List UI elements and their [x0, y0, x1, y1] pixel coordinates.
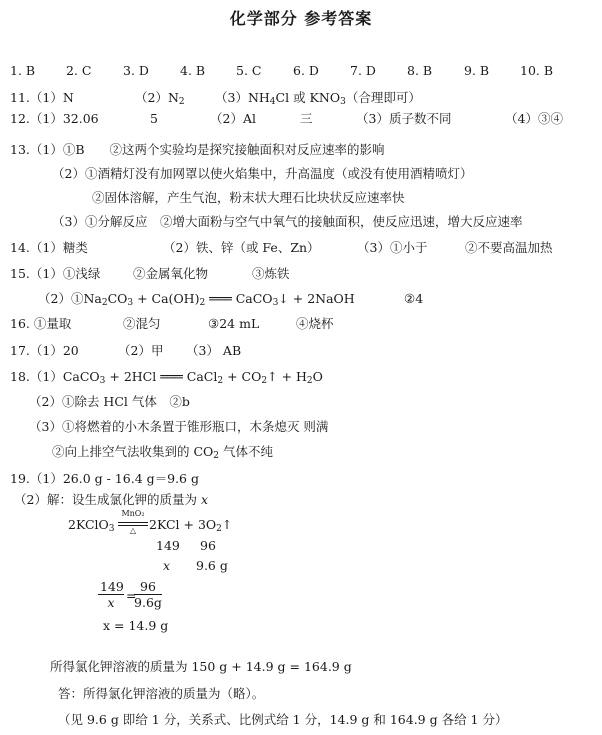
q12-part2: （2）Al — [210, 111, 256, 126]
q12-part4: （4）③④ — [505, 111, 563, 126]
mc-answer-7: 7. D — [350, 63, 376, 78]
q16-part4: ④烧杯 — [296, 316, 334, 331]
q16-part1: 16. ①量取 — [10, 316, 72, 331]
q13-line2: （2）①酒精灯没有加网罩以使火焰集中，升高温度（或没有使用酒精喷灯） — [52, 166, 473, 181]
q13-line4: （3）①分解反应 ②增大面粉与空气中氧气的接触面积，使反应迅速，增大反应速率 — [52, 214, 523, 229]
q18-equation: 18.（1）CaCO$_3$ + 2HCl ═══ CaCl$_2$ + $CO_2↑ + H_2O$ — [10, 369, 323, 386]
q19-eq-heat: △ — [129, 526, 137, 535]
q19-equals: = — [126, 588, 137, 603]
mc-answer-8: 8. B — [407, 63, 433, 78]
q18-line4: ②向上排空气法收集到的 $CO_2$ 气体不纯 — [52, 444, 274, 461]
q19-eq-bar1 — [118, 522, 148, 523]
q14-part4: ②不要高温加热 — [465, 240, 553, 255]
q12-part1: 12.（1）32.06 — [10, 111, 99, 126]
q19-eq-catalyst: MnO₂ — [121, 509, 145, 518]
q18-line3: （3）①将燃着的小木条置于锥形瓶口，木条熄灭 则满 — [29, 419, 329, 434]
q13-line1: 13.（1）①B ②这两个实验均是探究接触面积对反应速率的影响 — [10, 142, 385, 157]
q19-answer: 答：所得氯化钾溶液的质量为（略）。 — [58, 686, 265, 701]
q19-result: x = 14.9 g — [103, 618, 169, 633]
q11-part2: $(2)N_2$ — [135, 90, 185, 107]
q19-fraction-right: $\frac{96}{9.6g}$ — [134, 579, 162, 610]
q19-fraction-left: $\frac{149}{x}$ — [100, 579, 124, 610]
q19-var-96g: 9.6 g — [196, 558, 228, 573]
mc-answer-1: 1. B — [10, 63, 36, 78]
q15-part1c: ③炼铁 — [252, 266, 290, 281]
q11-part3: $(3)NH_4Cl$ 或 $KNO_3$（合理即可） — [215, 90, 421, 107]
q12-part2b: 三 — [300, 111, 313, 126]
q19-line2: （2）解：设生成氯化钾的质量为 x — [14, 492, 208, 507]
mc-answer-5: 5. C — [236, 63, 262, 78]
q12-part1b: 5 — [150, 111, 158, 126]
q18-line2: （2）①除去 HCl 气体 ②b — [29, 394, 190, 409]
q15-equation: $(2)①Na_2CO_3 + Ca(OH)_2$ ═══ CaCO$_3$↓ + 2NaOH — [38, 291, 355, 308]
page-title: 化学部分 参考答案 — [229, 9, 373, 28]
q17-part1: 17.（1）20 — [10, 343, 79, 358]
q19-line1: 19.（1）26.0 g - 16.4 g＝9.6 g — [10, 471, 199, 486]
q17-part3: （3） AB — [186, 343, 242, 358]
mc-answer-10: 10. B — [520, 63, 554, 78]
q19-var-x: x — [163, 558, 171, 573]
q15-part2b: ②4 — [404, 291, 424, 306]
q13-line3: ②固体溶解，产生气泡，粉末状大理石比块状反应速率快 — [92, 190, 405, 205]
q11-part1: 11.（1）N — [10, 90, 74, 105]
q14-part1: 14.（1）糖类 — [10, 240, 88, 255]
q15-part1a: 15.（1）①浅绿 — [10, 266, 101, 281]
q16-part3: ③24 mL — [208, 316, 260, 331]
mc-answer-2: 2. C — [66, 63, 92, 78]
q19-solution-mass: 所得氯化钾溶液的质量为 150 g + 14.9 g = 164.9 g — [50, 659, 352, 674]
q14-part2: （2）铁、锌（或 Fe、Zn） — [163, 240, 320, 255]
mc-answer-9: 9. B — [464, 63, 490, 78]
q15-part1b: ②金属氧化物 — [133, 266, 209, 281]
q12-part3: （3）质子数不同 — [356, 111, 452, 126]
q19-eq-right: $2KCl + 3O_2↑$ — [149, 517, 233, 534]
q14-part3: （3）①小于 — [357, 240, 428, 255]
q19-mass-kcl: 149 — [156, 538, 180, 553]
mc-answer-3: 3. D — [123, 63, 149, 78]
q19-eq-left: 2KClO$_3$ — [68, 517, 115, 534]
mc-answer-6: 6. D — [293, 63, 319, 78]
q17-part2: （2）甲 — [118, 343, 164, 358]
q19-grading-note: （见 9.6 g 即给 1 分，关系式、比例式给 1 分，14.9 g 和 164.9 g 各给 1 分） — [58, 712, 508, 727]
q19-mass-o2: 96 — [200, 538, 216, 553]
q16-part2: ②混匀 — [123, 316, 161, 331]
mc-answer-4: 4. B — [180, 63, 206, 78]
